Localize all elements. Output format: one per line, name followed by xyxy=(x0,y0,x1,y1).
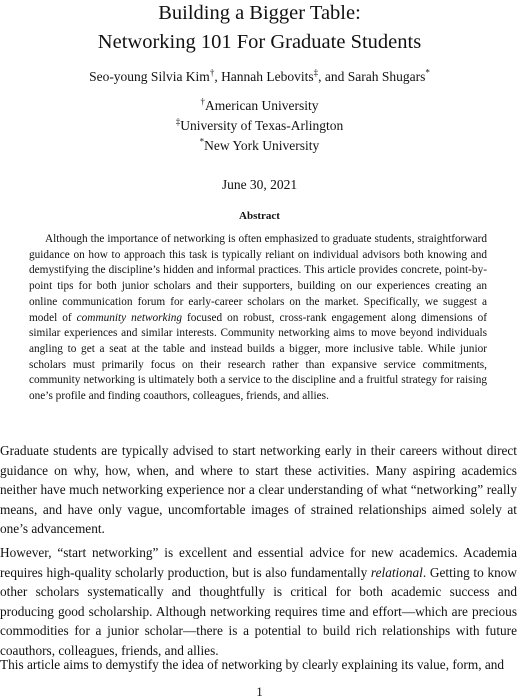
abstract-text-part: Although the importance of networking is often emphasized to graduate students, straightforward guidance on how to approach this task is typically reliant on individual advisors both knowing and demystifying the discipline’s hidden and informal practices. This article provides concrete, point-by-point tips for both junior scholars and their supporters, building on our experiences creating an online communication forum for early-career scholars on the market. Specifically, we suggest a model of xyxy=(29,233,487,324)
body-text-part: However, “start networking” is excellent and essential advice for new academics. Academia requires high-quality scholarly production, but is also fundamentally xyxy=(0,545,517,580)
affiliation-line xyxy=(0,116,519,136)
affiliation-name: American University xyxy=(204,98,319,113)
author-separator: , xyxy=(214,69,222,84)
author-name: Hannah Lebovits xyxy=(221,69,314,84)
page-number: 1 xyxy=(256,684,263,699)
publication-date: June 30, 2021 xyxy=(221,177,298,192)
paper-title-line-1: Building a Bigger Table: xyxy=(158,2,361,24)
abstract-emphasis: community networking xyxy=(76,311,183,324)
author-name: Seo-young Silvia Kim xyxy=(89,69,210,84)
affiliation-line xyxy=(0,96,519,116)
affiliation-mark: * xyxy=(425,67,430,78)
abstract-text-part: focused on robust, cross-rank engagement along dimensions of similar experiences and similar interests. Community networking aims to move beyond individuals angling to get a seat at the table and instead builds a bigger, more inclusive table. While junior scholars must primarily focus on their research rather than expansive service commitments, community networking is ultimately both a service to the discipline and a fruitful strategy for raising one’s profile and finding coauthors, colleagues, friends, and allies. xyxy=(29,311,487,403)
affiliation-mark: † xyxy=(209,67,215,78)
affiliation-name: University of Texas-Arlington xyxy=(180,118,344,133)
body-paragraph xyxy=(0,543,517,661)
body-paragraph: Graduate students are typically advised to start networking early in their careers without direct guidance on why, how, when, and where to start these activities. Many aspiring academics neither have much networking experience nor a clear understanding of what “networking” really means, and have only vague, uncomfortable images of strained relationships aimed solely at one’s advancement. xyxy=(0,443,517,537)
affiliation-name: New York University xyxy=(204,138,320,153)
abstract-heading: Abstract xyxy=(239,210,280,222)
abstract-text xyxy=(29,232,487,405)
affiliation-mark: * xyxy=(199,136,205,147)
affiliation-list xyxy=(0,96,519,156)
body-emphasis: relational xyxy=(370,564,423,580)
affiliation-mark: ‡ xyxy=(175,116,181,127)
author-separator: , and xyxy=(318,69,348,84)
affiliation-line xyxy=(0,136,519,156)
affiliation-mark: ‡ xyxy=(313,67,319,78)
author-name: Sarah Shugars xyxy=(347,69,426,84)
body-text-part: . Getting to know other scholars systematically and thoughtfully is critical for both academic success and producing good scholarship. Although networking requires time and effort—which are precious commodities for a junior scholar—there is a potential to build rich relationships with future coauthors, colleagues, friends, and allies. xyxy=(0,564,517,658)
affiliation-mark: † xyxy=(200,96,205,107)
body-paragraph: This article aims to demystify the idea of networking by clearly explaining its value, form, and xyxy=(0,657,505,672)
paper-title-line-2: Networking 101 For Graduate Students xyxy=(97,31,422,53)
author-list xyxy=(0,68,519,86)
